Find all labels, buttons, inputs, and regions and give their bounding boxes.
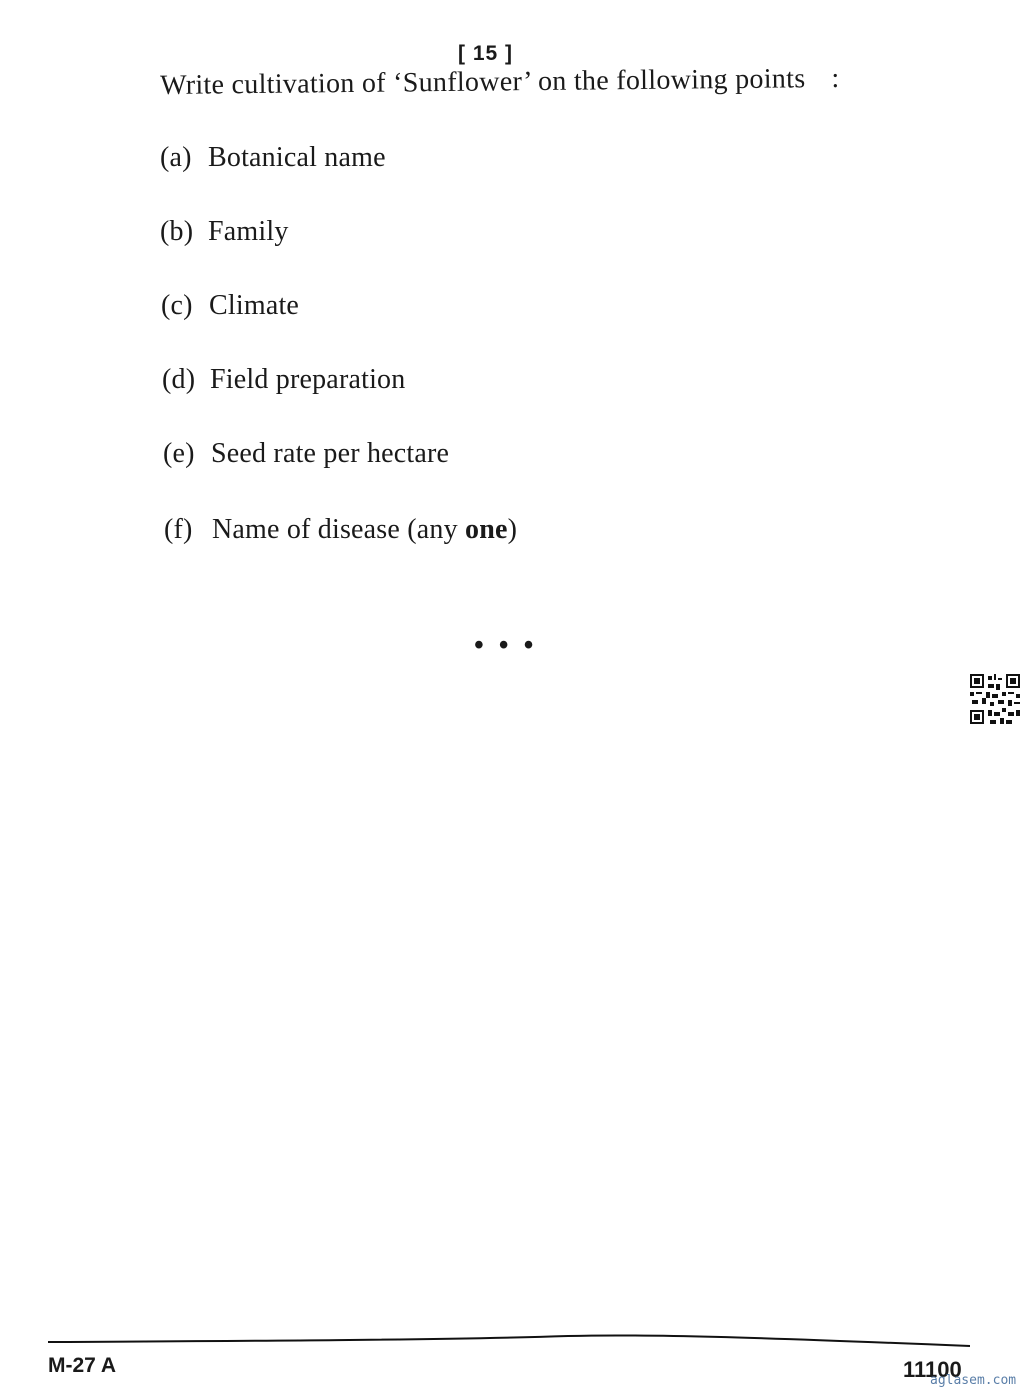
list-item-a: [160, 142, 386, 174]
item-text: Botanical name: [208, 142, 386, 173]
qr-code-icon: [970, 674, 1020, 724]
item-label: (d): [162, 364, 196, 395]
item-text-main: Name of disease (any: [212, 514, 465, 545]
question-line: [160, 63, 840, 102]
item-text-bold: one: [465, 514, 508, 545]
item-label: (c): [161, 290, 193, 321]
item-label: (e): [163, 438, 195, 469]
end-marker: • • •: [474, 630, 538, 661]
list-item-b: [160, 216, 289, 248]
footer-rule: [48, 1332, 970, 1348]
item-text: Climate: [209, 290, 300, 321]
item-text: Family: [208, 216, 289, 247]
item-label: (b): [160, 216, 194, 247]
question-text: Write cultivation of ‘Sunflower’ on the following points: [160, 63, 806, 101]
item-text: Seed rate per hectare: [211, 438, 450, 469]
list-item-f: [164, 514, 517, 546]
watermark-text: aglasem.com: [930, 1373, 1017, 1388]
list-item-c: [161, 290, 299, 322]
footer-number: 11100: [903, 1357, 962, 1382]
item-label: (f): [164, 514, 193, 545]
footer-code: M-27 A: [48, 1354, 117, 1377]
question-colon: :: [831, 62, 840, 94]
list-item-d: [162, 364, 405, 396]
item-text-suffix: ): [507, 514, 518, 545]
item-label: (a): [160, 142, 192, 173]
item-text: [212, 514, 517, 545]
page-number: [ 15 ]: [458, 42, 514, 65]
item-text: Field preparation: [210, 364, 406, 395]
list-item-e: [163, 438, 449, 470]
